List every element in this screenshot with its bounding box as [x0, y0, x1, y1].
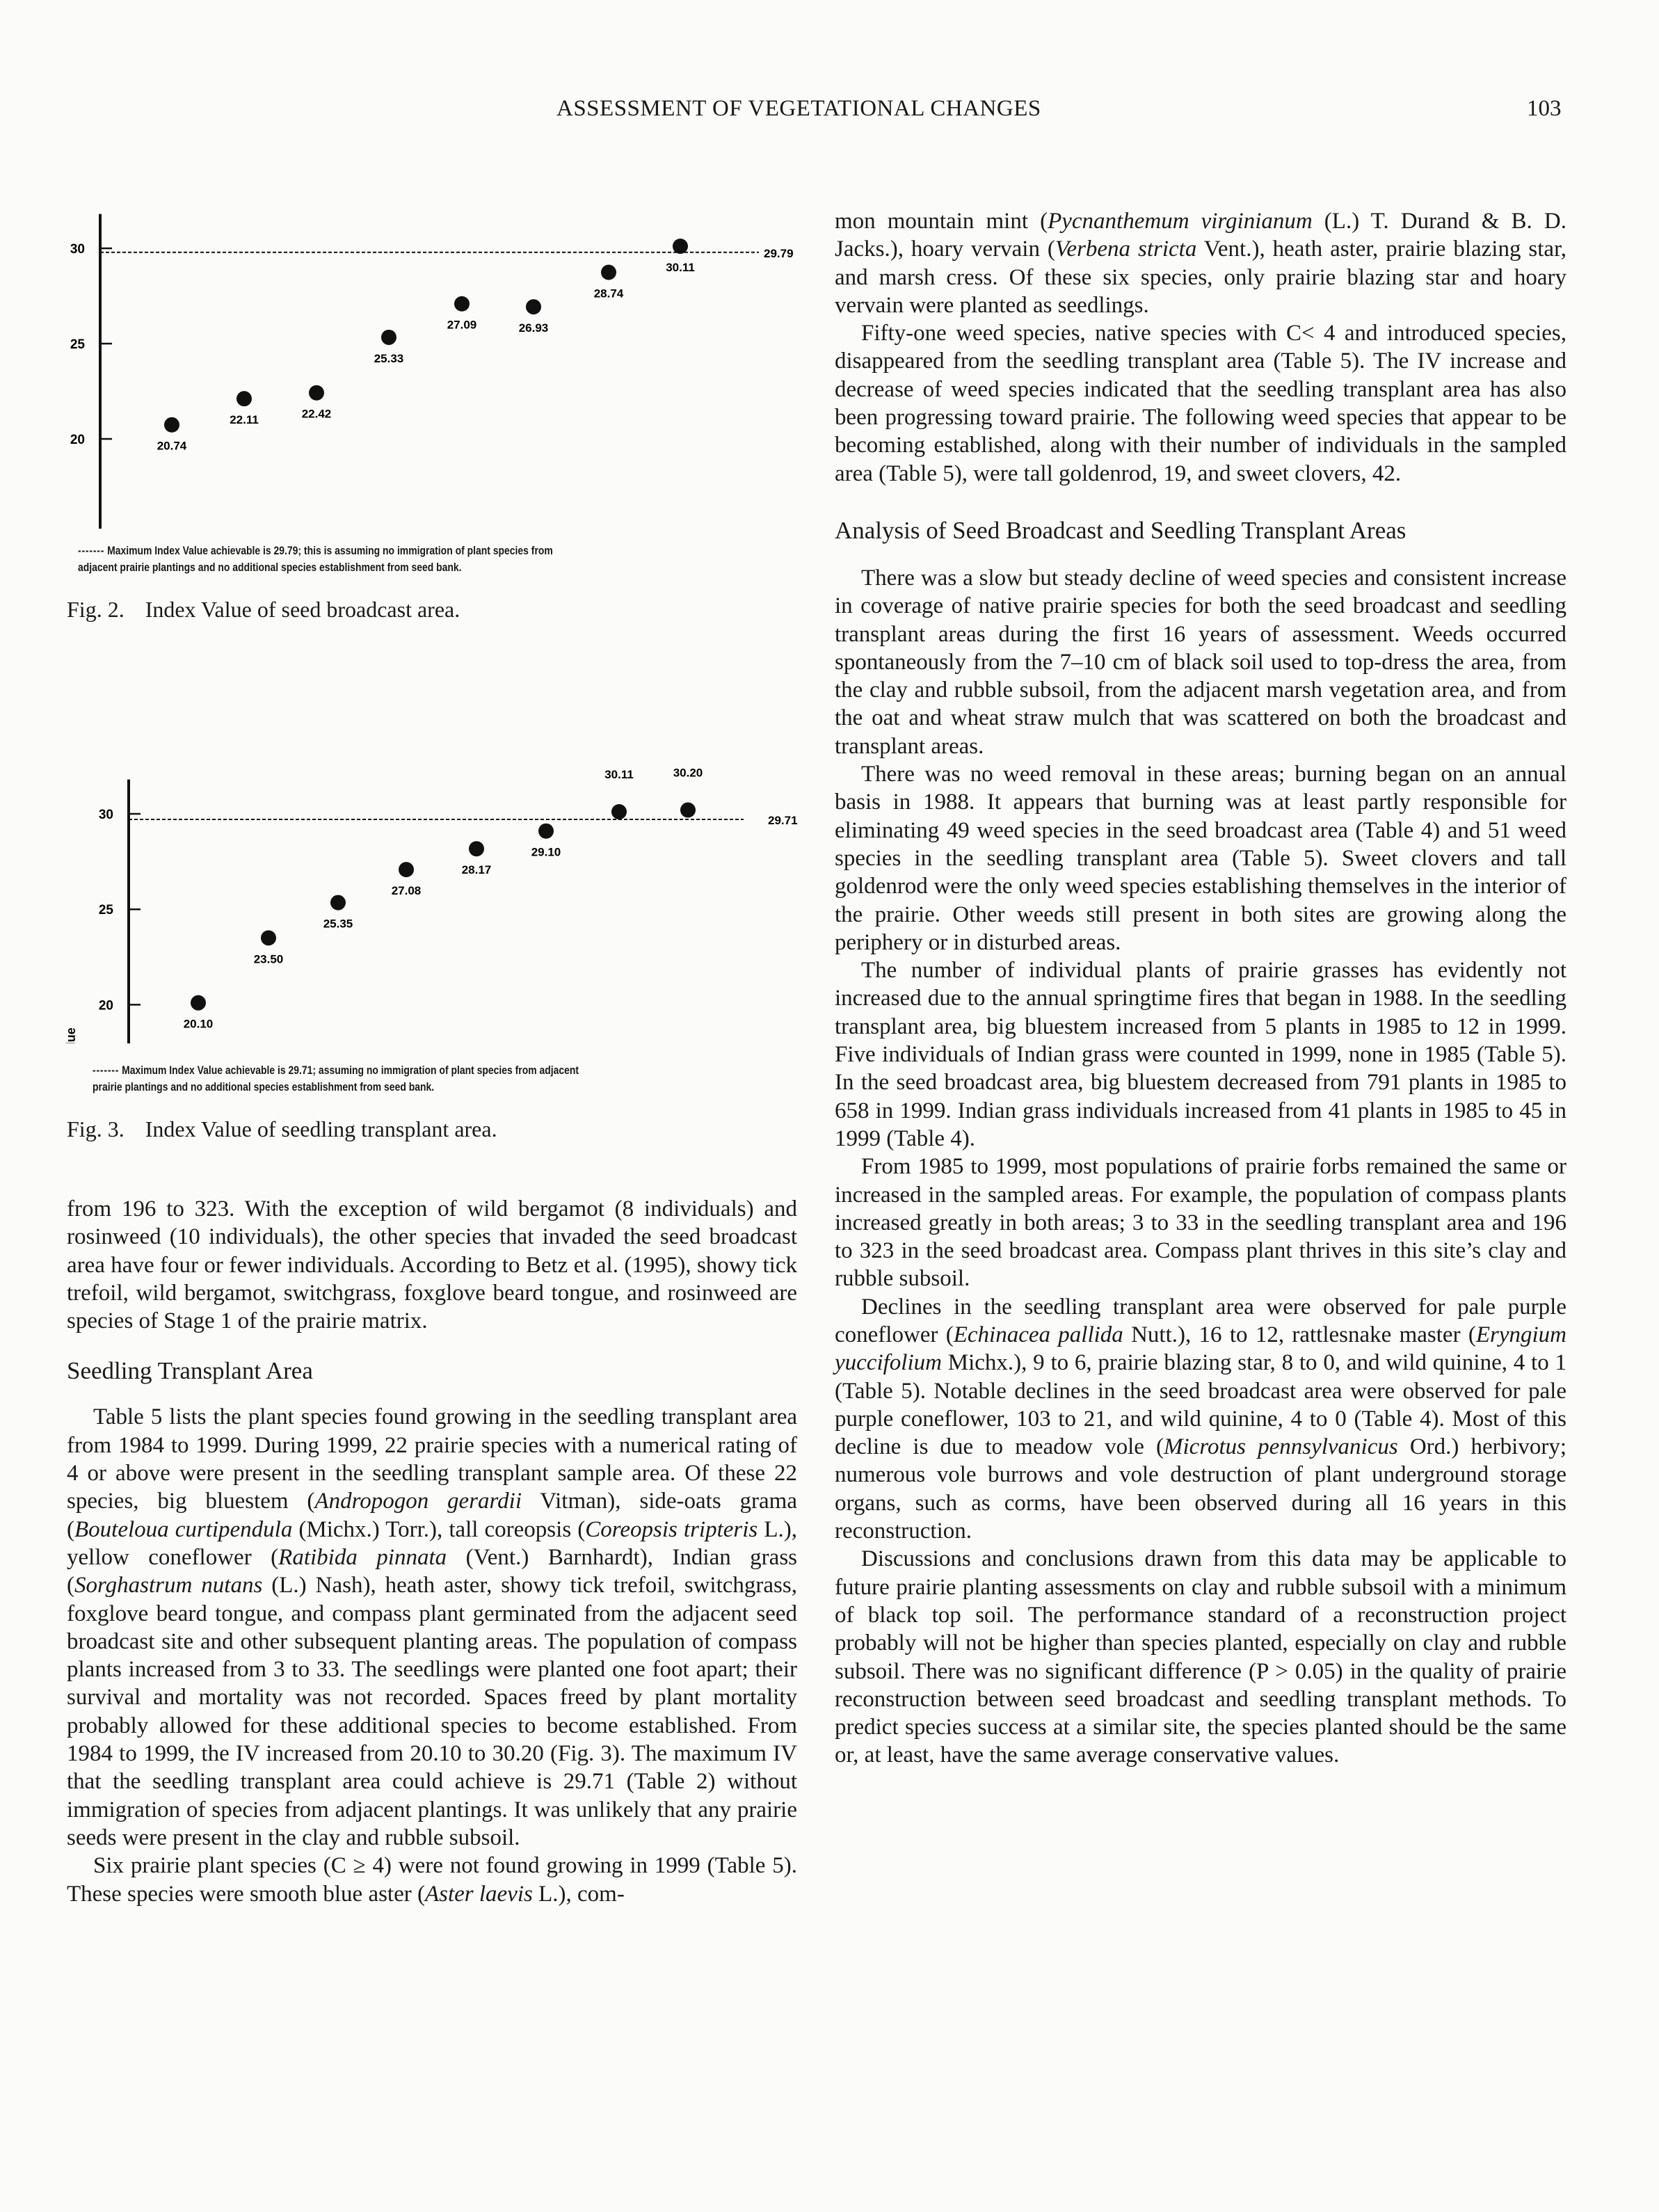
- y-tick-label: 25: [70, 337, 85, 352]
- y-tick-label: 25: [98, 903, 113, 918]
- data-point: [601, 265, 616, 280]
- figure-3-caption-text: Index Value of seedling transplant area.: [145, 1116, 497, 1141]
- data-label: 22.11: [230, 413, 259, 427]
- data-label: 28.17: [461, 863, 492, 877]
- data-label: 29.10: [531, 845, 561, 859]
- data-point: [399, 862, 414, 877]
- figure-2-label: Fig. 2.: [67, 597, 125, 622]
- data-point: [164, 417, 179, 433]
- figure-2-caption-text: Index Value of seed broadcast area.: [145, 597, 460, 622]
- data-point: [538, 824, 554, 839]
- data-label: 20.10: [183, 1017, 214, 1031]
- dashed-line-legend-icon: -------: [78, 544, 105, 557]
- dashed-line-legend-icon: -------: [93, 1064, 120, 1077]
- paragraph: Six prairie plant species (C ≥ 4) were not found growing in 1999 (Table 5). These species were smooth blue aster (Aster laevis L.), com-: [67, 1853, 797, 1907]
- right-column: [835, 207, 1566, 1770]
- data-label: 30.11: [666, 260, 695, 274]
- data-point: [237, 391, 252, 406]
- data-point: [191, 995, 206, 1011]
- figure-3-note: [93, 1062, 595, 1096]
- y-tick-label: [70, 528, 86, 529]
- figure-3-label: Fig. 3.: [67, 1116, 125, 1141]
- data-label: 25.35: [323, 917, 353, 931]
- figure-3-caption: [67, 1116, 497, 1142]
- paragraph: There was no weed removal in these areas; burning began on an annual basis in 1988. It appears that burning was at least partly responsible for eliminating 49 weed species in the seed broadcast area (Table 4) and 51 weed species in the seedling transplant area (Table 5). Sweet clovers and tall goldenrod were the only weed species establishing themselves in the interior of the prairie. Other weeds still present in both sites are growing along the periphery or in disturbed areas.: [835, 762, 1566, 955]
- data-point: [680, 803, 696, 818]
- paragraph: mon mountain mint (Pycnanthemum virginianum (L.) T. Durand & B. D. Jacks.), hoary vervain (Verbena stricta Vent.), heath aster, prairie blazing star, and marsh cress. Of these six species, only prairie blazing star and hoary vervain were planted as seedlings.: [835, 209, 1566, 318]
- figure-2-note-text: Maximum Index Value achievable is 29.79; this is assuming no immigration of plant species from adjacent prairie plantings and no additional species establishment from seed bank.: [78, 544, 553, 574]
- data-label: 30.11: [604, 767, 634, 781]
- paragraph: Table 5 lists the plant species found growing in the seedling transplant area from 1984 to 1999. During 1999, 22 prairie species with a numerical rating of 4 or above were present in the seedling transplant sample area. Of these 22 species, big bluestem (Andropogon gerardii Vitman), side-oats grama (Bouteloua curtipendula (Michx.) Torr.), tall coreopsis (Coreopsis tripteris L.), yellow coneflower (Ratibida pinnata (Vent.) Barnhardt), Indian grass (Sorghastrum nutans (L.) Nash), heath aster, showy tick trefoil, switchgrass, foxglove beard tongue, and compass plant germinated from the adjacent seed broadcast site and other subsequent planting areas. The population of compass plants increased from 3 to 33. The seedlings were planted one foot apart; their survival and mortality was not recorded. Spaces freed by plant mortality probably allowed for these additional species to become established. From 1984 to 1999, the IV increased from 20.10 to 30.20 (Fig. 3). The maximum IV that the seedling transplant area could achieve is 29.71 (Table 2) without immigration of species from adjacent plantings. It was unlikely that any prairie seeds were present in the clay and rubble subsoil.: [67, 1404, 797, 1850]
- paragraph: from 196 to 323. With the exception of wild bergamot (8 individuals) and rosinweed (10 individuals), the other species that invaded the seed broadcast area have four or fewer individuals. According to Betz et al. (1995), showy tick trefoil, wild bergamot, switchgrass, foxglove beard tongue, and rosinweed are species of Stage 1 of the prairie matrix.: [67, 1196, 797, 1334]
- data-label: 28.74: [593, 287, 624, 300]
- data-point: [309, 385, 324, 401]
- paragraph: The number of individual plants of prairie grasses has evidently not increased due to the annual springtime fires that began in 1988. In the seedling transplant area, big bluestem increased from 5 plants in 1985 to 12 in 1999. Five individuals of Indian grass were counted in 1999, none in 1985 (Table 5). In the seed broadcast area, big bluestem decreased from 791 plants in 1985 to 658 in 1999. Indian grass individuals increased from 41 plants in 1985 to 45 in 1999 (Table 4).: [835, 958, 1566, 1151]
- paragraph: Declines in the seedling transplant area were observed for pale purple coneflower (Echinacea pallida Nutt.), 16 to 12, rattlesnake master (Eryngium yuccifolium Michx.), 9 to 6, prairie blazing star, 8 to 0, and wild quinine, 4 to 1 (Table 5). Notable declines in the seed broadcast area were observed for pale purple coneflower, 103 to 21, and wild quinine, 4 to 0 (Table 4). Most of this decline is due to meadow vole (Microtus pennsylvanicus Ord.) herbivory; numerous vole burrows and vole destruction of plant underground storage organs, such as corms, have been observed during all 16 years in this reconstruction.: [835, 1294, 1566, 1544]
- data-label: 25.33: [374, 351, 404, 365]
- figure-3: [56, 696, 821, 1043]
- data-point: [673, 239, 688, 254]
- data-label: 26.93: [518, 321, 549, 335]
- left-column: [67, 1195, 797, 1908]
- data-label: 30.20: [673, 766, 703, 780]
- data-label: 23.50: [253, 952, 284, 966]
- y-tick-label: 20: [98, 998, 113, 1013]
- data-point: [469, 841, 484, 856]
- chart-seed-broadcast-index-value: [56, 195, 793, 529]
- reference-line-label: 29.71: [768, 813, 798, 827]
- data-point: [261, 930, 276, 945]
- section-heading-seedling-transplant: Seedling Transplant Area: [67, 1357, 313, 1385]
- page-number: 103: [1527, 96, 1562, 121]
- chart-seedling-transplant-index-value: [56, 696, 821, 1043]
- paragraph: Fifty-one weed species, native species with C< 4 and introduced species, disappeared from the seedling transplant area (Table 5). The IV increase and decrease of weed species indicated that the seedling transplant area has also been progressing toward prairie. The following weed species that appear to be becoming established, along with their number of individuals in the sampled area (Table 5), were tall goldenrod, 19, and sweet clovers, 42.: [835, 321, 1566, 486]
- data-label: 22.42: [301, 407, 332, 421]
- data-point: [526, 299, 541, 314]
- running-head-title: ASSESSMENT OF VEGETATIONAL CHANGES: [556, 96, 1041, 121]
- data-point: [611, 804, 627, 819]
- data-label: 27.09: [447, 318, 477, 332]
- y-tick-label: 30: [98, 808, 113, 822]
- section-heading-analysis: Analysis of Seed Broadcast and Seedling Transplant Areas: [835, 516, 1406, 544]
- data-label: 27.08: [391, 884, 422, 898]
- y-tick-label: 20: [70, 433, 85, 447]
- figure-2-caption: [67, 597, 460, 623]
- paragraph: There was a slow but steady decline of weed species and consistent increase in coverage of native prairie species for both the seed broadcast and seedling transplant areas during the first 16 years of assessment. Weeds occurred spontaneously from the 7–10 cm of black soil used to top-dress the area, from the clay and rubble subsoil, from the adjacent marsh vegetation area, and from the oat and wheat straw mulch that was scattered on both the broadcast and transplant areas.: [835, 565, 1566, 759]
- paragraph: From 1985 to 1999, most populations of prairie forbs remained the same or increased in the sampled areas. For example, the population of compass plants increased greatly in both areas; 3 to 33 in the seedling transplant area and 196 to 323 in the seed broadcast area. Compass plant thrives in this site’s clay and rubble subsoil.: [835, 1154, 1566, 1292]
- data-point: [330, 895, 346, 911]
- figure-3-note-text: Maximum Index Value achievable is 29.71; assuming no immigration of plant species from adjacent prairie plantings and no additional species establishment from seed bank.: [93, 1064, 579, 1093]
- paragraph: Discussions and conclusions drawn from this data may be applicable to future prairie planting assessments on clay and rubble subsoil with a minimum of black top soil. The performance standard of a reconstruction project probably will not be higher than species planted, especially on clay and rubble subsoil. There was no significant difference (P > 0.05) in the quality of prairie reconstruction between seed broadcast and seedling transplant methods. To predict species success at a similar site, the species planted should be the same or, at least, have the same average conservative values.: [835, 1546, 1566, 1768]
- data-point: [381, 330, 396, 345]
- reference-line-label: 29.79: [764, 246, 793, 260]
- y-tick-label: 30: [70, 242, 85, 257]
- y-axis-label: [64, 1027, 78, 1043]
- figure-2-note: [78, 543, 591, 576]
- data-label: 20.74: [157, 439, 187, 453]
- data-point: [454, 296, 470, 312]
- figure-2: [56, 195, 793, 529]
